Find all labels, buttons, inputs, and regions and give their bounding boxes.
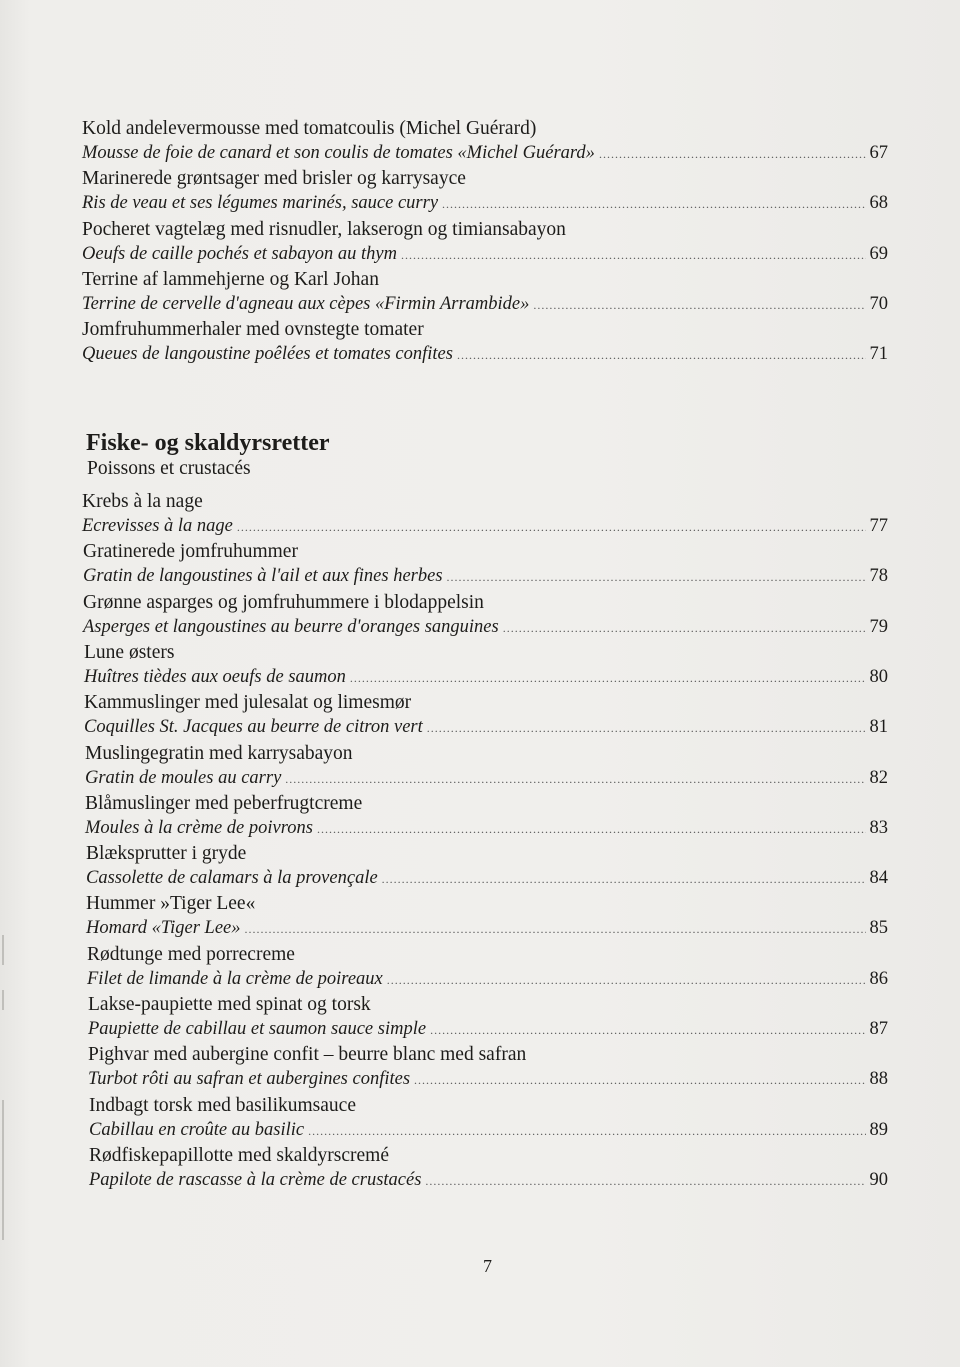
section-subheading: Poissons et crustacés	[87, 458, 251, 479]
toc-entry	[82, 167, 888, 216]
danish-title: Lakse-paupiette med spinat og torsk	[88, 994, 371, 1015]
danish-title: Gratinerede jomfruhummer	[83, 541, 298, 563]
danish-title: Rødfiskepapillotte med skaldyrscremé	[89, 1144, 390, 1166]
french-title: Turbot rôti au safran et aubergines confites	[88, 1069, 411, 1090]
entry-page-number: 79	[869, 616, 888, 637]
french-title: Filet de limande à la crème de poireaux	[87, 968, 383, 989]
danish-title: Pighvar med aubergine confit – beurre blanc med safran	[88, 1044, 527, 1066]
french-title: Asperges et langoustines au beurre d'oranges sanguines	[83, 616, 499, 637]
french-title: Oeufs de caille pochés et sabayon au thym	[82, 243, 397, 264]
dot-leader	[387, 968, 866, 992]
toc-entry	[86, 892, 888, 941]
danish-title: Krebs à la nage	[82, 491, 203, 512]
french-title: Ecrevisses à la nage	[82, 516, 233, 536]
entry-page-number: 69	[869, 243, 888, 264]
entry-page-number: 87	[869, 1019, 888, 1039]
french-title-row	[85, 816, 888, 841]
dot-leader	[503, 616, 866, 640]
danish-title: Pocheret vagtelæg med risnudler, lakserogn og timiansabayon	[82, 218, 566, 240]
french-title: Cabillau en croûte au basilic	[89, 1119, 305, 1140]
danish-title: Rødtunge med porrecreme	[87, 943, 295, 965]
toc-entry	[84, 691, 888, 740]
toc-entry	[82, 318, 888, 367]
french-title-row	[85, 766, 888, 791]
entry-page-number: 86	[869, 968, 888, 989]
french-title: Paupiette de cabillau et saumon sauce simple	[88, 1019, 427, 1039]
toc-entry	[86, 842, 888, 891]
entry-page-number: 70	[869, 293, 888, 314]
french-title-row	[82, 191, 888, 216]
dot-leader	[414, 1068, 865, 1092]
entry-page-number: 83	[869, 817, 888, 838]
french-title: Homard «Tiger Lee»	[86, 918, 241, 939]
entry-page-number: 84	[869, 868, 888, 889]
dot-leader	[533, 293, 865, 317]
toc-entry	[82, 117, 888, 166]
dot-leader	[382, 867, 866, 891]
toc-entry	[89, 1094, 888, 1143]
danish-title: Kammuslinger med julesalat og limesmør	[84, 692, 412, 714]
french-title-row	[88, 1067, 888, 1092]
dot-leader	[285, 767, 865, 791]
danish-title: Lune østers	[84, 641, 175, 663]
entry-page-number: 67	[869, 143, 888, 163]
french-title: Mousse de foie de canard et son coulis de tomates «Michel Guérard»	[82, 143, 595, 163]
dot-leader	[237, 515, 866, 539]
dot-leader	[317, 817, 866, 841]
french-title-row	[84, 715, 888, 740]
french-title-row	[86, 916, 888, 941]
toc-entry	[82, 268, 888, 317]
toc-entry	[83, 591, 888, 640]
danish-title: Indbagt torsk med basilikumsauce	[89, 1094, 356, 1116]
french-title: Ris de veau et ses légumes marinés, sauce curry	[82, 193, 439, 214]
danish-title: Terrine af lammehjerne og Karl Johan	[82, 268, 379, 290]
french-title-row	[82, 242, 888, 267]
danish-title: Jomfruhummerhaler med ovnstegte tomater	[82, 319, 424, 341]
french-title-row	[83, 564, 888, 589]
toc-entry	[85, 742, 888, 791]
french-title: Coquilles St. Jacques au beurre de citron vert	[84, 717, 423, 738]
toc-entry	[82, 218, 888, 267]
toc-entry	[82, 490, 888, 539]
french-title-row	[83, 615, 888, 640]
toc-entry	[88, 1043, 888, 1092]
french-title: Papilote de rascasse à la crème de crustacés	[89, 1169, 422, 1190]
french-title-row	[86, 866, 888, 891]
dot-leader	[425, 1169, 865, 1193]
entry-page-number: 90	[869, 1169, 888, 1190]
danish-title: Blæksprutter i gryde	[86, 843, 247, 865]
french-title: Cassolette de calamars à la provençale	[86, 868, 378, 889]
french-title-row	[84, 665, 888, 690]
dot-leader	[599, 142, 866, 166]
french-title-row	[82, 292, 888, 317]
dot-leader	[350, 666, 866, 690]
entry-page-number: 77	[869, 516, 888, 536]
french-title-row	[82, 342, 888, 367]
french-title: Gratin de moules au carry	[85, 767, 282, 788]
danish-title: Hummer »Tiger Lee«	[86, 893, 256, 915]
entry-page-number: 68	[869, 193, 888, 214]
danish-title: Grønne asparges og jomfruhummere i blodappelsin	[83, 591, 484, 613]
section-heading: Fiske- og skaldyrsretter	[86, 430, 330, 456]
danish-title: Marinerede grøntsager med brisler og karrysayce	[82, 168, 466, 190]
toc-entry	[83, 540, 888, 589]
dot-leader	[430, 1018, 865, 1042]
french-title-row	[82, 141, 888, 166]
dot-leader	[442, 192, 865, 216]
toc-entry	[84, 641, 888, 690]
dot-leader	[401, 243, 866, 267]
french-title: Huîtres tièdes aux oeufs de saumon	[84, 666, 346, 687]
toc-entry	[88, 993, 888, 1042]
entry-page-number: 71	[869, 344, 888, 365]
entry-page-number: 85	[869, 918, 888, 939]
toc-entry	[87, 943, 888, 992]
entry-page-number: 80	[869, 666, 888, 687]
danish-title: Kold andelevermousse med tomatcoulis (Michel Guérard)	[82, 118, 537, 139]
dot-leader	[308, 1119, 865, 1143]
french-title: Gratin de langoustines à l'ail et aux fines herbes	[83, 566, 443, 587]
french-title: Terrine de cervelle d'agneau aux cèpes «Firmin Arrambide»	[82, 293, 530, 314]
french-title: Queues de langoustine poêlées et tomates confites	[82, 344, 453, 365]
french-title-row	[88, 1017, 888, 1042]
dot-leader	[427, 716, 866, 740]
french-title-row	[87, 967, 888, 992]
toc-entry	[89, 1144, 888, 1193]
entry-page-number: 89	[869, 1119, 888, 1140]
entry-page-number: 81	[869, 717, 888, 738]
entry-page-number: 78	[869, 566, 888, 587]
french-title: Moules à la crème de poivrons	[85, 817, 313, 838]
entry-page-number: 88	[869, 1069, 888, 1090]
page-number: 7	[483, 1256, 492, 1276]
french-title-row	[89, 1168, 888, 1193]
entry-page-number: 82	[869, 767, 888, 788]
dot-leader	[447, 565, 866, 589]
toc-entry	[85, 792, 888, 841]
dot-leader	[457, 343, 866, 367]
french-title-row	[89, 1118, 888, 1143]
dot-leader	[245, 917, 866, 941]
danish-title: Blåmuslinger med peberfrugtcreme	[85, 792, 363, 814]
french-title-row	[82, 514, 888, 539]
danish-title: Muslingegratin med karrysabayon	[85, 742, 353, 764]
